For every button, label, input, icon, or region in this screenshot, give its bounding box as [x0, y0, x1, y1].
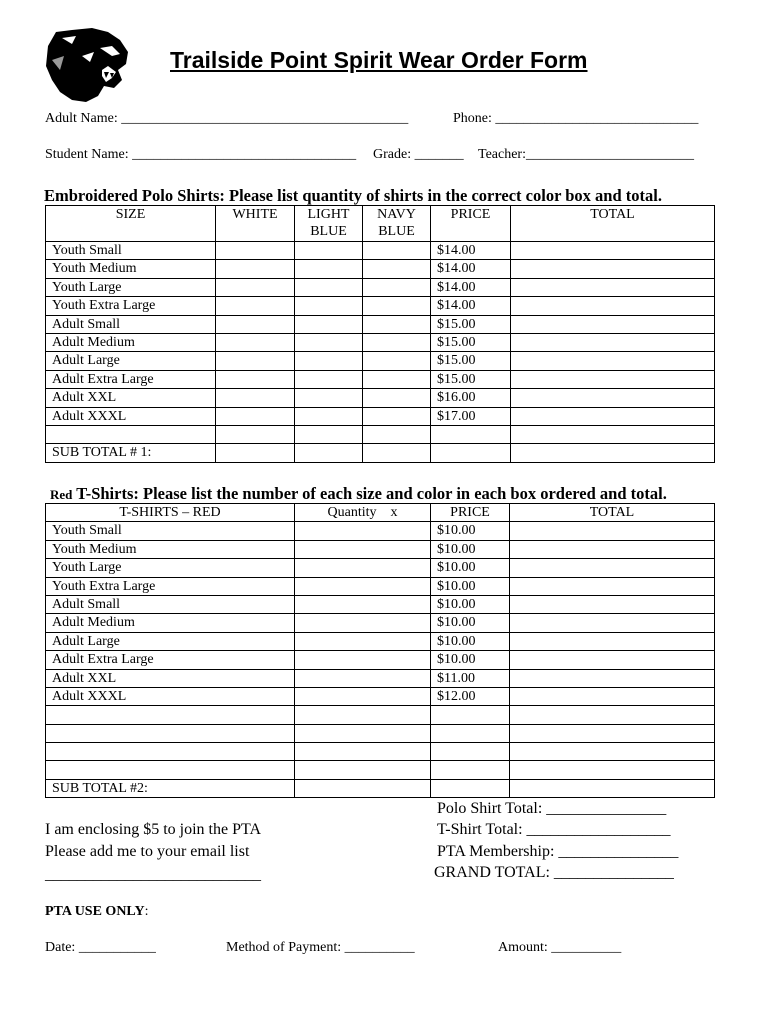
polo-price-cell: $15.00	[431, 315, 511, 333]
polo-light-blue-qty-cell[interactable]	[295, 242, 363, 260]
pta-join-text: I am enclosing $5 to join the PTA	[45, 821, 262, 838]
tshirt-table-row	[46, 761, 715, 779]
tshirt-size-cell: Adult Extra Large	[46, 651, 295, 669]
tshirt-quantity-cell[interactable]	[295, 522, 431, 540]
polo-total-cell[interactable]	[511, 370, 715, 388]
tshirt-size-cell	[46, 706, 295, 724]
polo-total-cell[interactable]	[511, 352, 715, 370]
tshirt-header-total: TOTAL	[510, 504, 715, 522]
tshirt-total-cell[interactable]	[510, 595, 715, 613]
tshirt-quantity-cell[interactable]	[295, 540, 431, 558]
tshirt-total-cell[interactable]	[510, 540, 715, 558]
polo-white-qty-cell[interactable]	[216, 389, 295, 407]
tshirt-table-row	[46, 595, 715, 613]
tshirt-price-cell: $10.00	[431, 540, 510, 558]
form-title: Trailside Point Spirit Wear Order Form	[170, 47, 588, 73]
tshirt-table-row	[46, 614, 715, 632]
tshirt-table-row	[46, 651, 715, 669]
polo-navy-blue-qty-cell[interactable]	[363, 352, 431, 370]
tshirt-quantity-cell[interactable]	[295, 614, 431, 632]
polo-light-blue-qty-cell[interactable]	[295, 315, 363, 333]
pta-membership-field[interactable]: PTA Membership: _______________	[437, 843, 679, 860]
tshirt-section-heading	[50, 484, 667, 504]
tshirt-quantity-cell[interactable]	[295, 595, 431, 613]
polo-light-blue-qty-cell[interactable]	[295, 389, 363, 407]
tshirt-quantity-cell[interactable]	[295, 687, 431, 705]
polo-navy-blue-qty-cell[interactable]	[363, 333, 431, 351]
email-entry-field[interactable]: ___________________________	[45, 866, 261, 883]
polo-table-row	[46, 389, 715, 407]
tshirt-quantity-cell[interactable]	[295, 577, 431, 595]
polo-header-total: TOTAL	[511, 206, 715, 242]
tshirt-price-cell: $10.00	[431, 559, 510, 577]
tshirt-price-cell	[431, 761, 510, 779]
tshirt-total-cell[interactable]	[510, 559, 715, 577]
polo-price-cell: $14.00	[431, 242, 511, 260]
tshirt-header-size: T-SHIRTS – RED	[46, 504, 295, 522]
polo-table-row	[46, 315, 715, 333]
polo-total-cell[interactable]	[511, 278, 715, 296]
tshirt-total-cell[interactable]	[510, 522, 715, 540]
polo-size-cell: Youth Small	[46, 242, 216, 260]
polo-price-cell: $14.00	[431, 260, 511, 278]
tshirt-subtotal-label: SUB TOTAL #2:	[46, 779, 295, 797]
polo-white-qty-cell[interactable]	[216, 352, 295, 370]
tshirt-subtotal-price	[431, 779, 510, 797]
tshirt-price-cell: $12.00	[431, 687, 510, 705]
tshirt-total-cell[interactable]	[510, 651, 715, 669]
tshirt-subtotal-quantity[interactable]	[295, 779, 431, 797]
tshirt-price-cell: $10.00	[431, 651, 510, 669]
tshirt-table-header	[46, 504, 715, 522]
polo-total-cell[interactable]	[511, 425, 715, 443]
polo-size-cell	[46, 425, 216, 443]
polo-price-cell: $15.00	[431, 370, 511, 388]
polo-light-blue-qty-cell[interactable]	[295, 425, 363, 443]
tshirt-table-row	[46, 522, 715, 540]
tshirt-table-row	[46, 687, 715, 705]
polo-total-cell[interactable]	[511, 260, 715, 278]
tshirt-size-cell: Youth Large	[46, 559, 295, 577]
polo-header-price: PRICE	[431, 206, 511, 242]
polo-header-navy-blue: NAVY BLUE	[363, 206, 431, 242]
polo-order-table	[45, 205, 715, 463]
polo-size-cell: Youth Large	[46, 278, 216, 296]
tshirt-price-cell	[431, 743, 510, 761]
tshirt-heading-text: T-Shirts: Please list the number of each size and color in each box ordered and total.	[76, 484, 667, 503]
tshirt-quantity-cell[interactable]	[295, 559, 431, 577]
tshirt-size-cell	[46, 743, 295, 761]
polo-light-blue-qty-cell[interactable]	[295, 352, 363, 370]
tshirt-quantity-cell[interactable]	[295, 706, 431, 724]
polo-light-blue-qty-cell[interactable]	[295, 407, 363, 425]
polo-subtotal-row	[46, 444, 715, 462]
tshirt-price-cell: $10.00	[431, 577, 510, 595]
tshirt-price-cell	[431, 706, 510, 724]
tshirt-total-cell[interactable]	[510, 632, 715, 650]
polo-white-qty-cell[interactable]	[216, 297, 295, 315]
tshirt-price-cell: $10.00	[431, 522, 510, 540]
polo-subtotal-white[interactable]	[216, 444, 295, 462]
tshirt-table-row	[46, 743, 715, 761]
grade-field[interactable]: Grade: _______	[373, 147, 464, 162]
polo-navy-blue-qty-cell[interactable]	[363, 242, 431, 260]
tshirt-header-price: PRICE	[431, 504, 510, 522]
tshirt-size-cell	[46, 724, 295, 742]
polo-subtotal-light-blue[interactable]	[295, 444, 363, 462]
tshirt-price-cell: $10.00	[431, 595, 510, 613]
tshirt-quantity-cell[interactable]	[295, 761, 431, 779]
polo-table-row	[46, 260, 715, 278]
polo-light-blue-qty-cell[interactable]	[295, 333, 363, 351]
tshirt-table-row	[46, 724, 715, 742]
polo-header-white: WHITE	[216, 206, 295, 242]
polo-size-cell: Youth Medium	[46, 260, 216, 278]
tshirt-order-table	[45, 503, 715, 798]
tshirt-size-cell: Youth Medium	[46, 540, 295, 558]
tshirt-total-field[interactable]: T-Shirt Total: __________________	[437, 821, 671, 838]
polo-price-cell: $17.00	[431, 407, 511, 425]
polo-white-qty-cell[interactable]	[216, 260, 295, 278]
tshirt-quantity-cell[interactable]	[295, 724, 431, 742]
polo-size-cell: Adult Extra Large	[46, 370, 216, 388]
pta-date-field[interactable]: Date: ___________	[45, 940, 156, 955]
polo-navy-blue-qty-cell[interactable]	[363, 315, 431, 333]
polo-table-row	[46, 370, 715, 388]
polo-total-cell[interactable]	[511, 333, 715, 351]
pta-amount-field[interactable]: Amount: __________	[498, 940, 622, 955]
polo-navy-blue-qty-cell[interactable]	[363, 370, 431, 388]
email-list-text: Please add me to your email list	[45, 843, 250, 860]
polo-navy-blue-qty-cell[interactable]	[363, 297, 431, 315]
tshirt-subtotal-total[interactable]	[510, 779, 715, 797]
polo-table-row	[46, 242, 715, 260]
polo-shirt-total-field[interactable]: Polo Shirt Total: _______________	[437, 800, 667, 817]
tshirt-total-cell[interactable]	[510, 706, 715, 724]
tshirt-total-cell[interactable]	[510, 669, 715, 687]
tshirt-size-cell: Adult Large	[46, 632, 295, 650]
polo-light-blue-qty-cell[interactable]	[295, 260, 363, 278]
tshirt-size-cell: Adult Medium	[46, 614, 295, 632]
tshirt-table-row	[46, 577, 715, 595]
tshirt-table-row	[46, 706, 715, 724]
polo-table-row	[46, 425, 715, 443]
polo-subtotal-label: SUB TOTAL # 1:	[46, 444, 216, 462]
polo-price-cell	[431, 425, 511, 443]
polo-white-qty-cell[interactable]	[216, 315, 295, 333]
polo-size-cell: Adult Small	[46, 315, 216, 333]
tshirt-size-cell: Adult Small	[46, 595, 295, 613]
polo-table-row	[46, 407, 715, 425]
polo-table-row	[46, 297, 715, 315]
tshirt-size-cell: Youth Small	[46, 522, 295, 540]
phone-field[interactable]: Phone: _____________________________	[453, 111, 699, 126]
polo-size-cell: Adult XXL	[46, 389, 216, 407]
polo-header-light-blue: LIGHT BLUE	[295, 206, 363, 242]
tshirt-subtotal-row	[46, 779, 715, 797]
tshirt-table-row	[46, 559, 715, 577]
polo-price-cell: $15.00	[431, 352, 511, 370]
tshirt-price-cell: $11.00	[431, 669, 510, 687]
polo-navy-blue-qty-cell[interactable]	[363, 407, 431, 425]
polo-subtotal-price	[431, 444, 511, 462]
tshirt-table-row	[46, 540, 715, 558]
polo-navy-blue-qty-cell[interactable]	[363, 260, 431, 278]
polo-subtotal-total[interactable]	[511, 444, 715, 462]
polo-table-row	[46, 333, 715, 351]
polo-total-cell[interactable]	[511, 297, 715, 315]
polo-white-qty-cell[interactable]	[216, 370, 295, 388]
tshirt-total-cell[interactable]	[510, 743, 715, 761]
polo-price-cell: $16.00	[431, 389, 511, 407]
panther-logo-icon	[42, 26, 130, 104]
polo-white-qty-cell[interactable]	[216, 278, 295, 296]
tshirt-total-cell[interactable]	[510, 614, 715, 632]
polo-header-size: SIZE	[46, 206, 216, 242]
polo-white-qty-cell[interactable]	[216, 425, 295, 443]
tshirt-price-cell	[431, 724, 510, 742]
tshirt-size-cell: Adult XXL	[46, 669, 295, 687]
polo-size-cell: Adult XXXL	[46, 407, 216, 425]
tshirt-quantity-cell[interactable]	[295, 651, 431, 669]
polo-size-cell: Adult Large	[46, 352, 216, 370]
polo-price-cell: $14.00	[431, 297, 511, 315]
pta-method-of-payment-field[interactable]: Method of Payment: __________	[226, 940, 415, 955]
tshirt-total-cell[interactable]	[510, 724, 715, 742]
polo-total-cell[interactable]	[511, 242, 715, 260]
tshirt-table-row	[46, 669, 715, 687]
polo-total-cell[interactable]	[511, 315, 715, 333]
polo-light-blue-qty-cell[interactable]	[295, 297, 363, 315]
tshirt-total-cell[interactable]	[510, 687, 715, 705]
tshirt-quantity-cell[interactable]	[295, 669, 431, 687]
adult-name-field[interactable]: Adult Name: _________________________________________	[45, 111, 409, 126]
pta-use-only-label: PTA USE ONLY:	[45, 904, 149, 919]
polo-navy-blue-qty-cell[interactable]	[363, 389, 431, 407]
grand-total-field[interactable]: GRAND TOTAL: _______________	[434, 864, 674, 881]
polo-total-cell[interactable]	[511, 407, 715, 425]
tshirt-price-cell: $10.00	[431, 632, 510, 650]
tshirt-quantity-cell[interactable]	[295, 743, 431, 761]
tshirt-size-cell: Youth Extra Large	[46, 577, 295, 595]
tshirt-table-row	[46, 632, 715, 650]
polo-light-blue-qty-cell[interactable]	[295, 370, 363, 388]
polo-table-row	[46, 352, 715, 370]
polo-price-cell: $15.00	[431, 333, 511, 351]
polo-white-qty-cell[interactable]	[216, 242, 295, 260]
polo-white-qty-cell[interactable]	[216, 333, 295, 351]
tshirt-quantity-cell[interactable]	[295, 632, 431, 650]
tshirt-heading-prefix: Red	[50, 487, 73, 502]
tshirt-price-cell: $10.00	[431, 614, 510, 632]
polo-size-cell: Youth Extra Large	[46, 297, 216, 315]
polo-size-cell: Adult Medium	[46, 333, 216, 351]
polo-table-row	[46, 278, 715, 296]
polo-light-blue-qty-cell[interactable]	[295, 278, 363, 296]
polo-subtotal-navy-blue[interactable]	[363, 444, 431, 462]
tshirt-size-cell: Adult XXXL	[46, 687, 295, 705]
tshirt-size-cell	[46, 761, 295, 779]
polo-table-header	[46, 206, 715, 242]
polo-white-qty-cell[interactable]	[216, 407, 295, 425]
polo-price-cell: $14.00	[431, 278, 511, 296]
student-name-field[interactable]: Student Name: ________________________________	[45, 147, 357, 162]
polo-navy-blue-qty-cell[interactable]	[363, 425, 431, 443]
polo-section-heading: Embroidered Polo Shirts: Please list quantity of shirts in the correct color box and total.	[44, 186, 662, 205]
tshirt-total-cell[interactable]	[510, 577, 715, 595]
polo-total-cell[interactable]	[511, 389, 715, 407]
tshirt-total-cell[interactable]	[510, 761, 715, 779]
teacher-field[interactable]: Teacher:________________________	[478, 147, 694, 162]
polo-navy-blue-qty-cell[interactable]	[363, 278, 431, 296]
tshirt-header-quantity: Quantity x	[295, 504, 431, 522]
